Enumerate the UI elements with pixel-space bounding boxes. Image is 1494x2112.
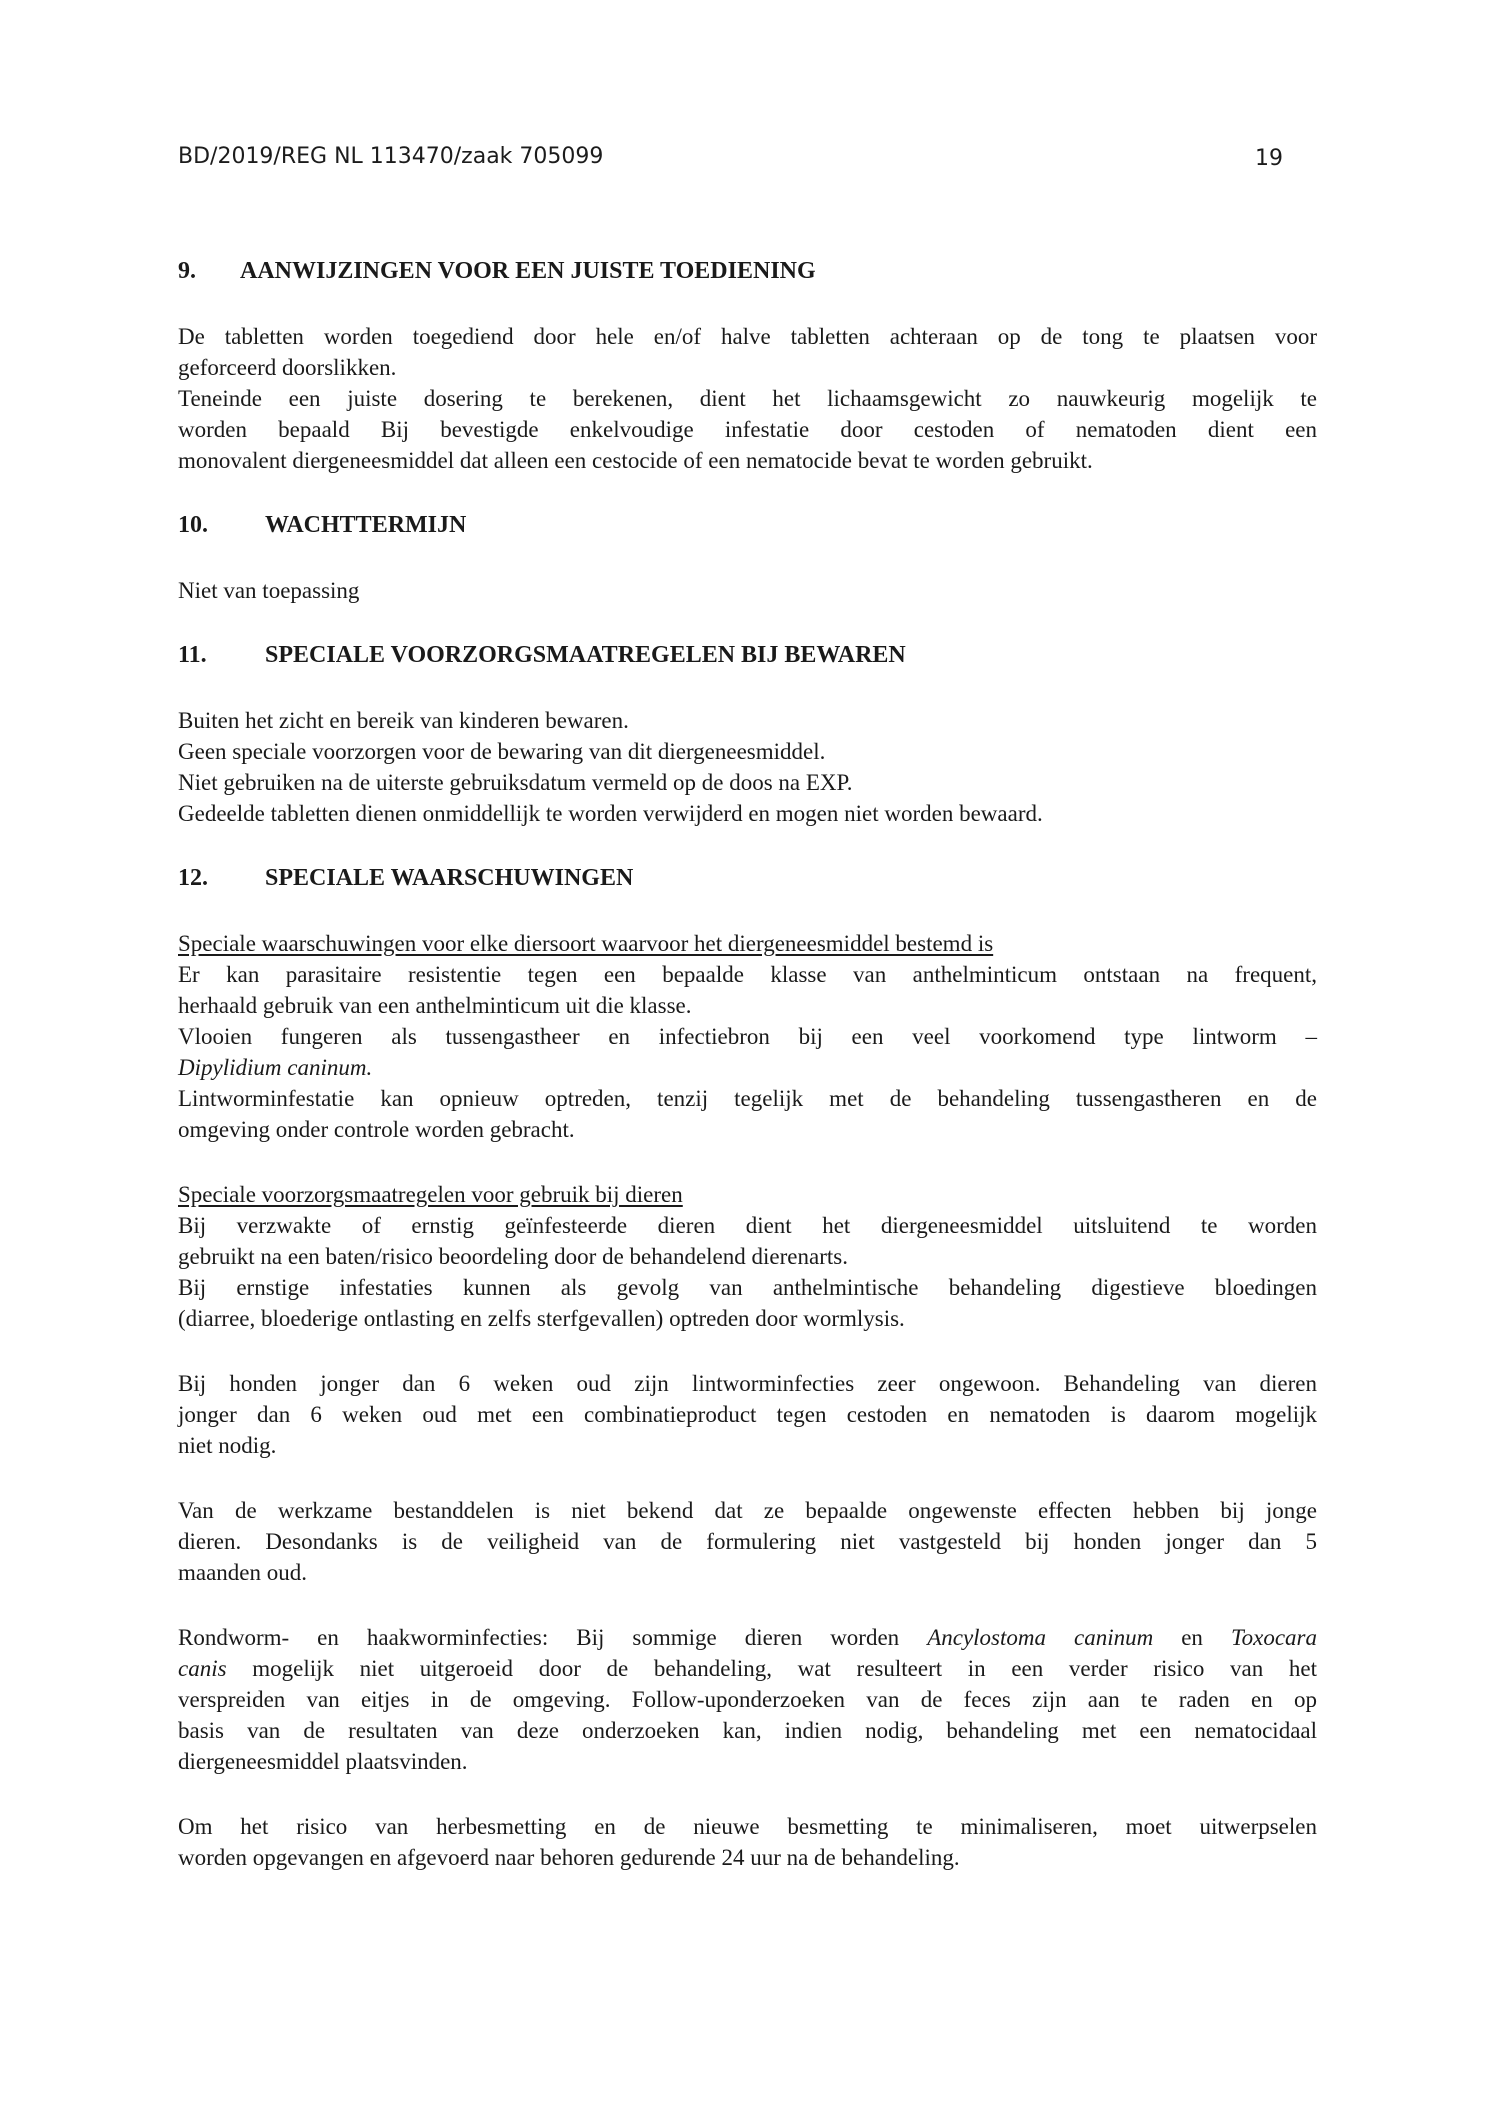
text-segment: Er kan parasitaire resistentie tegen een bepaalde klasse van anthelminticum ontstaan na frequent, — [178, 962, 1317, 987]
text-segment: Van de werkzame bestanddelen is niet bekend dat ze bepaalde ongewenste effecten hebben bij jonge — [178, 1498, 1317, 1523]
italic-text: Ancylostoma caninum — [927, 1625, 1154, 1650]
text-line — [178, 445, 1317, 476]
text-line — [178, 1746, 1317, 1777]
section-title: AANWIJZINGEN VOOR EEN JUISTE TOEDIENING — [240, 258, 816, 284]
text-line — [178, 352, 1317, 383]
text-segment: worden bepaald Bij bevestigde enkelvoudige infestatie door cestoden of nematoden dient een — [178, 417, 1317, 442]
text-line — [178, 321, 1317, 352]
text-segment: jonger dan 6 weken oud met een combinatieproduct tegen cestoden en nematoden is daarom mogelijk — [178, 1402, 1317, 1427]
paragraph — [178, 1622, 1317, 1777]
text-segment: Bij honden jonger dan 6 weken oud zijn lintworminfecties zeer ongewoon. Behandeling van dieren — [178, 1371, 1317, 1396]
subheading-line — [178, 928, 1317, 959]
italic-text: Dipylidium caninum. — [178, 1055, 373, 1080]
text-segment: Teneinde een juiste dosering te berekenen, dient het lichaamsgewicht zo nauwkeurig mogelijk te — [178, 386, 1317, 411]
text-line — [178, 1715, 1317, 1746]
section-number: 11. — [178, 642, 207, 668]
page-header — [178, 144, 1317, 174]
section-heading — [178, 510, 1317, 541]
text-segment: Lintworminfestatie kan opnieuw optreden, tenzij tegelijk met de behandeling tussengastheren en de — [178, 1086, 1317, 1111]
document-body — [178, 256, 1317, 1907]
text-segment: niet nodig. — [178, 1433, 277, 1458]
text-segment: monovalent diergeneesmiddel dat alleen een cestocide of een nematocide bevat te worden gebruikt. — [178, 448, 1093, 473]
paragraph — [178, 1811, 1317, 1873]
text-segment: Gedeelde tabletten dienen onmiddellijk te worden verwijderd en mogen niet worden bewaard. — [178, 801, 1043, 826]
paragraph — [178, 1179, 1317, 1334]
text-line — [178, 1684, 1317, 1715]
text-line — [178, 1526, 1317, 1557]
text-segment: Bij ernstige infestaties kunnen als gevolg van anthelmintische behandeling digestieve bloedingen — [178, 1275, 1317, 1300]
text-segment: Om het risico van herbesmetting en de nieuwe besmetting te minimaliseren, moet uitwerpselen — [178, 1814, 1317, 1839]
text-segment: mogelijk niet uitgeroeid door de behandeling, wat resulteert in een verder risico van het — [226, 1656, 1317, 1681]
text-line — [178, 705, 1317, 736]
section-heading — [178, 640, 1317, 671]
section-number: 12. — [178, 865, 208, 891]
text-line — [178, 1114, 1317, 1145]
subheading-line — [178, 1179, 1317, 1210]
text-segment: herhaald gebruik van een anthelminticum uit die klasse. — [178, 993, 692, 1018]
text-line — [178, 1842, 1317, 1873]
subheading: Speciale waarschuwingen voor elke diersoort waarvoor het diergeneesmiddel bestemd is — [178, 931, 994, 956]
text-line — [178, 959, 1317, 990]
paragraph — [178, 321, 1317, 476]
text-line — [178, 1021, 1317, 1052]
doc-reference: BD/2019/REG NL 113470/zaak 705099 — [178, 144, 604, 169]
text-line — [178, 767, 1317, 798]
text-line — [178, 1241, 1317, 1272]
text-line — [178, 575, 1317, 606]
italic-text: Toxocara — [1230, 1625, 1318, 1650]
text-segment: verspreiden van eitjes in de omgeving. Follow-uponderzoeken van de feces zijn aan te raden en op — [178, 1687, 1317, 1712]
text-segment: basis van de resultaten van deze onderzoeken kan, indien nodig, behandeling met een nematocidaal — [178, 1718, 1317, 1743]
text-segment: Buiten het zicht en bereik van kinderen bewaren. — [178, 708, 629, 733]
section-title: WACHTTERMIJN — [265, 512, 467, 538]
text-line — [178, 383, 1317, 414]
paragraph — [178, 1495, 1317, 1588]
text-segment: diergeneesmiddel plaatsvinden. — [178, 1749, 468, 1774]
italic-text: canis — [178, 1656, 227, 1681]
section-heading — [178, 863, 1317, 894]
text-segment: worden opgevangen en afgevoerd naar behoren gedurende 24 uur na de behandeling. — [178, 1845, 960, 1870]
text-line — [178, 1430, 1317, 1461]
section-title: SPECIALE VOORZORGSMAATREGELEN BIJ BEWAREN — [265, 642, 906, 668]
text-line — [178, 1622, 1317, 1653]
section-number: 10. — [178, 512, 208, 538]
text-segment: dieren. Desondanks is de veiligheid van de formulering niet vastgesteld bij honden jonger dan 5 — [178, 1529, 1317, 1554]
text-line — [178, 990, 1317, 1021]
text-segment: omgeving onder controle worden gebracht. — [178, 1117, 575, 1142]
text-line — [178, 1052, 1317, 1083]
text-segment: Geen speciale voorzorgen voor de bewaring van dit diergeneesmiddel. — [178, 739, 826, 764]
text-segment: Vlooien fungeren als tussengastheer en infectiebron bij een veel voorkomend type lintworm – — [178, 1024, 1317, 1049]
text-line — [178, 1303, 1317, 1334]
page-number: 19 — [1255, 146, 1283, 171]
text-segment: Niet gebruiken na de uiterste gebruiksdatum vermeld op de doos na EXP. — [178, 770, 853, 795]
section-heading — [178, 256, 1317, 287]
paragraph — [178, 575, 1317, 606]
text-line — [178, 1557, 1317, 1588]
text-line — [178, 1368, 1317, 1399]
text-line — [178, 414, 1317, 445]
text-segment: geforceerd doorslikken. — [178, 355, 397, 380]
section-title: SPECIALE WAARSCHUWINGEN — [265, 865, 634, 891]
text-segment: gebruikt na een baten/risico beoordeling door de behandelend dierenarts. — [178, 1244, 848, 1269]
paragraph — [178, 1368, 1317, 1461]
paragraph — [178, 928, 1317, 1145]
text-segment: Rondworm- en haakworminfecties: Bij sommige dieren worden — [178, 1625, 928, 1650]
text-segment: Bij verzwakte of ernstig geïnfesteerde dieren dient het diergeneesmiddel uitsluitend te worden — [178, 1213, 1317, 1238]
text-line — [178, 1210, 1317, 1241]
text-segment: (diarree, bloederige ontlasting en zelfs sterfgevallen) optreden door wormlysis. — [178, 1306, 905, 1331]
subheading: Speciale voorzorgsmaatregelen voor gebruik bij dieren — [178, 1182, 683, 1207]
text-segment: maanden oud. — [178, 1560, 308, 1585]
text-line — [178, 1811, 1317, 1842]
text-line — [178, 1653, 1317, 1684]
section-number: 9. — [178, 258, 196, 284]
text-line — [178, 1495, 1317, 1526]
text-line — [178, 1399, 1317, 1430]
text-segment: en — [1153, 1625, 1231, 1650]
text-line — [178, 736, 1317, 767]
text-segment: Niet van toepassing — [178, 578, 360, 603]
text-line — [178, 1272, 1317, 1303]
text-segment: De tabletten worden toegediend door hele en/of halve tabletten achteraan op de tong te plaatsen voor — [178, 324, 1317, 349]
paragraph — [178, 705, 1317, 829]
text-line — [178, 798, 1317, 829]
text-line — [178, 1083, 1317, 1114]
